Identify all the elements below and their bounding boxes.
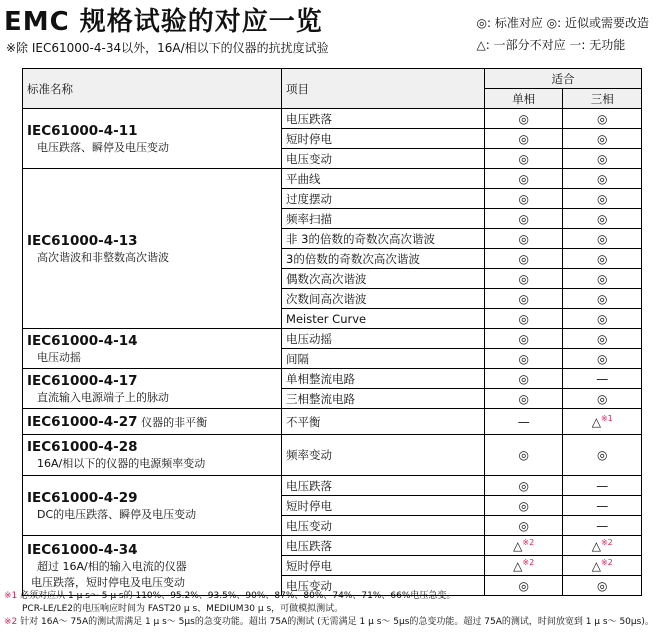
compliance-symbol: — [517,414,530,429]
single-phase-cell [484,435,563,476]
item-cell: Meister Curve [282,309,485,329]
item-cell: 单相整流电路 [282,369,485,389]
standard-code: IEC61000-4-28 [27,439,138,455]
compliance-symbol: ◎ [518,171,529,186]
single-phase-cell [484,289,563,309]
compliance-symbol: ◎ [518,518,529,533]
compliance-symbol: ◎ [518,498,529,513]
compliance-symbol: △ [513,538,523,553]
three-phase-cell [563,149,642,169]
item-cell: 频率变动 [282,435,485,476]
header-single-phase: 单相 [484,89,563,109]
item-cell: 电压跌落 [282,476,485,496]
single-phase-cell [484,189,563,209]
standard-description: 仪器的非平衡 [141,415,208,429]
three-phase-cell [563,536,642,556]
single-phase-cell [484,496,563,516]
compliance-symbol: ◎ [518,311,529,326]
standard-cell [23,109,282,169]
compliance-symbol: ◎ [518,271,529,286]
standard-description: 16A/相以下的仪器的电源频率变动 [37,457,206,470]
three-phase-cell [563,249,642,269]
item-cell: 过度摆动 [282,189,485,209]
item-cell: 3的倍数的奇数次高次谐波 [282,249,485,269]
header-standard: 标准名称 [23,69,282,109]
footnote-2-mark: ※2 [4,617,18,627]
header-suitable: 适合 [484,69,641,89]
page-title: EMC 规格试验的对应一览 [4,7,323,37]
compliance-symbol: ◎ [518,131,529,146]
compliance-symbol: ◎ [596,291,608,306]
three-phase-cell [563,329,642,349]
three-phase-cell [563,309,642,329]
footnote-1 [4,591,455,601]
footnote-2-text: 针对 16A～ 75A的测试需满足 1 μ s～ 5μs的急变功能。超出 75A的测试 (无需满足 1 μ s～ 5μs的急变功能。超过 75A的测试，时间放宽到 1 μ s～ 50μs)。 [20,617,654,627]
symbol-legend [477,12,649,56]
table-row [23,476,642,496]
item-cell: 次数间高次谐波 [282,289,485,309]
three-phase-cell [563,409,642,435]
legend-line-2: △: 一部分不对应 一: 无功能 [476,38,626,52]
compliance-symbol: ◎ [596,331,608,346]
single-phase-cell [484,169,563,189]
compliance-symbol: ◎ [518,448,529,462]
compliance-symbol: ◎ [596,578,608,593]
single-phase-cell [484,536,563,556]
three-phase-cell [563,435,642,476]
standard-code: IEC61000-4-11 [27,122,138,139]
page-subtitle: ※除 IEC61000-4-34以外，16A/相以下的仪器的抗扰度试验 [6,41,329,55]
three-phase-cell [563,496,642,516]
item-cell: 电压动摇 [282,329,485,349]
footnote-ref: ※2 [522,538,535,548]
compliance-symbol: ◎ [518,478,529,493]
single-phase-cell [484,149,563,169]
single-phase-cell [484,129,563,149]
standard-code: IEC61000-4-17 [27,372,138,389]
table-row [23,409,642,435]
three-phase-cell [563,169,642,189]
three-phase-cell [563,369,642,389]
footnote-ref: ※2 [522,558,535,568]
compliance-symbol: — [596,371,609,386]
compliance-symbol: ◎ [518,391,529,406]
three-phase-cell [563,229,642,249]
standard-code: IEC61000-4-13 [27,232,138,249]
single-phase-cell [484,476,563,496]
item-cell: 平曲线 [282,169,485,189]
standard-cell [23,369,282,409]
compliance-symbol: ◎ [518,191,529,206]
compliance-symbol: ◎ [518,331,529,346]
item-cell: 间隔 [282,349,485,369]
compliance-symbol: ◎ [518,371,529,386]
item-cell: 三相整流电路 [282,389,485,409]
standard-cell [23,169,282,329]
compliance-symbol: ◎ [518,578,529,593]
item-cell: 非 3的倍数的奇数次高次谐波 [282,229,485,249]
standard-description: DC的电压跌落、瞬停及电压变动 [37,507,197,521]
compliance-symbol: ◎ [596,111,608,126]
legend-line-1: ◎: 标准对应 ◎: 近似或需要改造 [476,16,649,30]
compliance-symbol: — [596,518,609,533]
single-phase-cell [484,269,563,289]
compliance-symbol: ◎ [596,391,608,406]
three-phase-cell [563,389,642,409]
item-cell: 不平衡 [282,409,485,435]
three-phase-cell [563,109,642,129]
footnote-1-mark: ※1 [4,591,18,601]
standard-cell [23,435,282,476]
standard-cell [23,409,282,435]
item-cell: 电压跌落 [282,109,485,129]
table-row [23,435,642,476]
header-item: 项目 [282,69,485,109]
table-row [23,169,642,189]
single-phase-cell [484,516,563,536]
single-phase-cell [484,349,563,369]
header-three-phase: 三相 [563,89,642,109]
compliance-symbol: ◎ [596,131,608,146]
standard-cell [23,476,282,536]
table-row [23,109,642,129]
table-row [23,329,642,349]
single-phase-cell [484,556,563,576]
compliance-symbol: ◎ [596,211,608,226]
three-phase-cell [563,269,642,289]
three-phase-cell [563,209,642,229]
footnote-ref: ※2 [600,538,613,548]
compliance-symbol: — [596,478,609,493]
item-cell: 偶数次高次谐波 [282,269,485,289]
compliance-symbol: ◎ [596,151,608,166]
compliance-symbol: △ [591,538,601,553]
standard-code: IEC61000-4-29 [27,489,138,506]
footnotes [4,590,664,629]
footnote-1-text-2: PCR-LE/LE2的电压响应时间为 FAST20 μ s、MEDIUM30 μ s，可做模拟测试。 [22,604,344,614]
item-cell: 电压变动 [282,149,485,169]
compliance-symbol: ◎ [518,291,529,306]
compliance-symbol: — [596,498,609,513]
single-phase-cell [484,109,563,129]
standard-code: IEC61000-4-14 [27,332,138,349]
footnote-ref: ※2 [600,558,613,568]
compliance-symbol: △ [513,558,523,573]
footnote-1-text: 必须对应从 1 μ s～ 5 μ s的 110%、95.2%、93.5%、90%、87%、80%、74%、71%、66%电压急变。 [20,591,456,601]
compliance-symbol: ◎ [518,211,529,226]
standard-description-2: 电压跌落，短时停电及电压变动 [31,575,185,589]
compliance-symbol: ◎ [596,231,608,246]
three-phase-cell [563,189,642,209]
compliance-symbol: ◎ [518,231,529,246]
compliance-symbol: ◎ [596,251,608,266]
item-cell: 频率扫描 [282,209,485,229]
single-phase-cell [484,249,563,269]
single-phase-cell [484,309,563,329]
table-body [23,109,642,596]
footnote-2 [4,617,654,627]
compliance-symbol: △ [591,414,601,429]
single-phase-cell [484,209,563,229]
item-cell: 短时停电 [282,496,485,516]
standard-code: IEC61000-4-27 [27,413,138,430]
item-cell: 电压变动 [282,576,485,596]
standard-description: 直流输入电源端子上的脉动 [37,390,169,404]
compliance-symbol: △ [591,558,601,573]
compliance-symbol: ◎ [518,151,529,166]
item-cell: 短时停电 [282,556,485,576]
standard-cell [23,329,282,369]
three-phase-cell [563,349,642,369]
compliance-symbol: ◎ [596,171,608,186]
table-row [23,536,642,556]
three-phase-cell [563,476,642,496]
standard-description: 高次谐波和非整数高次谐波 [37,250,169,264]
compliance-symbol: ◎ [518,111,529,126]
compliance-symbol: ◎ [518,351,529,366]
standard-code: IEC61000-4-34 [27,541,138,558]
table-row [23,369,642,389]
three-phase-cell [563,289,642,309]
compliance-symbol: ◎ [596,351,608,366]
standard-cell [23,536,282,596]
standard-description: 超过 16A/相的输入电流的仪器 [37,559,187,573]
three-phase-cell [563,129,642,149]
compliance-symbol: ◎ [596,448,608,462]
single-phase-cell [484,389,563,409]
single-phase-cell [484,409,563,435]
compliance-symbol: ◎ [596,271,608,286]
single-phase-cell [484,369,563,389]
standard-description: 电压跌落、瞬停及电压变动 [37,140,169,154]
compliance-symbol: ◎ [518,251,529,266]
item-cell: 电压变动 [282,516,485,536]
three-phase-cell [563,516,642,536]
compliance-symbol: ◎ [596,191,608,206]
item-cell: 电压跌落 [282,536,485,556]
single-phase-cell [484,229,563,249]
footnote-ref: ※1 [600,414,613,424]
three-phase-cell [563,556,642,576]
standard-description: 电压动摇 [37,350,81,364]
single-phase-cell [484,329,563,349]
emc-compliance-table [22,68,642,596]
compliance-symbol: ◎ [596,311,608,326]
item-cell: 短时停电 [282,129,485,149]
